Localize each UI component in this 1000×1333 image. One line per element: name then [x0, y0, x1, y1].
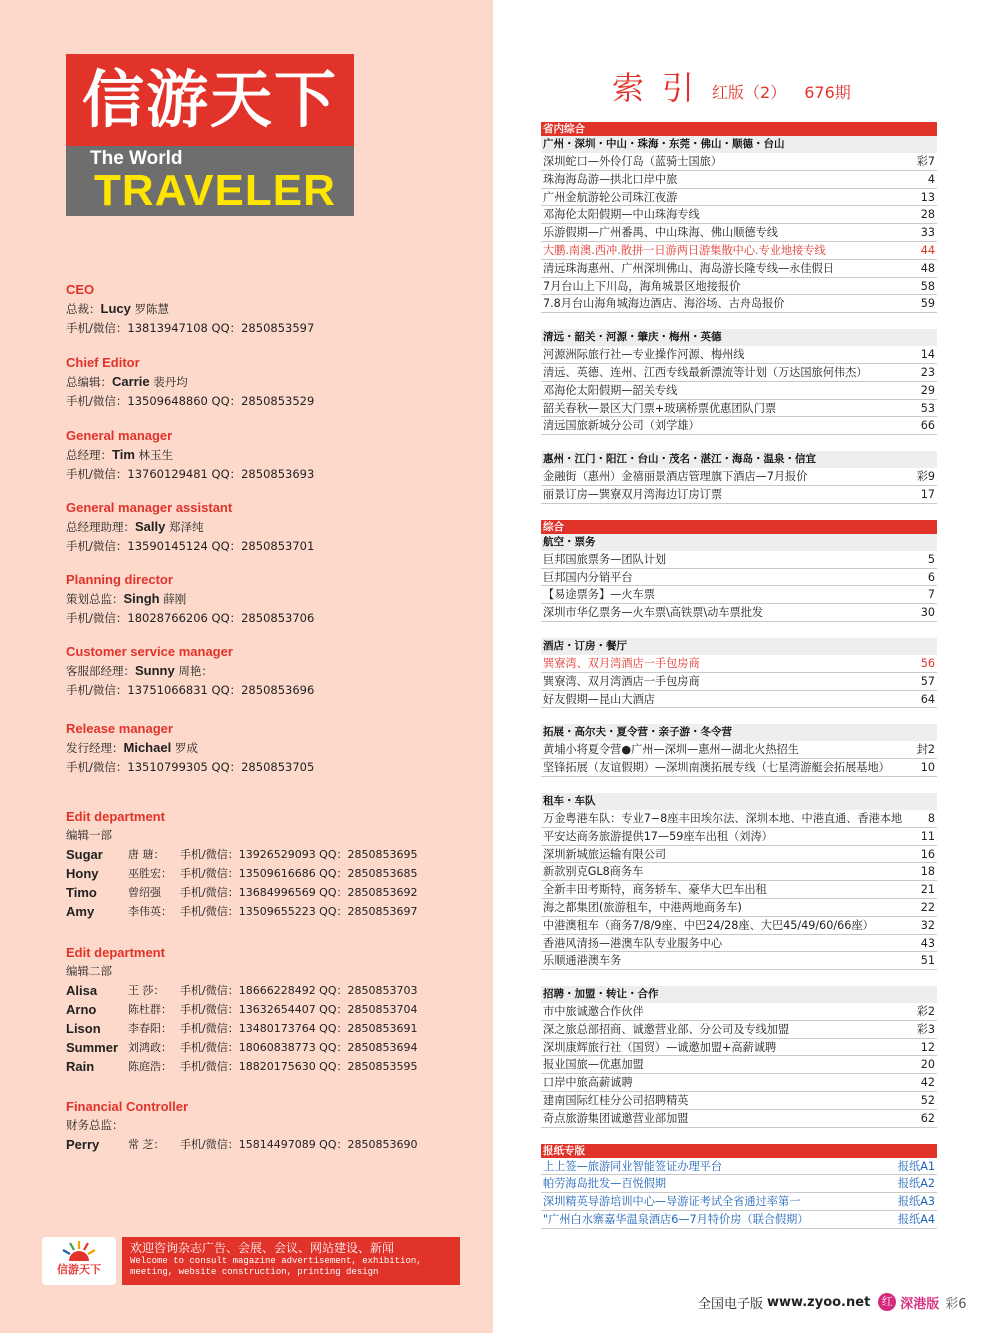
index-entry-page: 59: [920, 297, 935, 311]
index-gap: [541, 777, 937, 793]
index-entry-title: 口岸中旅高薪诚聘: [543, 1076, 633, 1090]
index-entry-page: 报纸A2: [897, 1177, 935, 1191]
index-row[interactable]: [541, 691, 937, 709]
staff-name-line: 总经理助理：Sally 郑泽纯: [66, 519, 204, 534]
index-row[interactable]: [541, 364, 937, 382]
index-entry-page: 彩2: [916, 1005, 935, 1019]
index-entry-page: 52: [920, 1094, 935, 1108]
index-entry-title: 建南国际红桂分公司招聘精英: [543, 1094, 689, 1108]
index-row[interactable]: [541, 935, 937, 953]
index-row[interactable]: [541, 1158, 937, 1176]
index-entry-title: 深圳蛇口—外伶仃岛（蓝骑士国旅）: [543, 155, 723, 168]
index-entry-title: 大鹏.南澳.西冲.散拼一日游两日游集散中心.专业地接专线: [543, 243, 826, 257]
index-row[interactable]: [541, 586, 937, 604]
index-entry-title: 深圳康辉旅行社（国贸）—诚邀加盟+高薪诚聘: [543, 1040, 777, 1054]
index-entry-title: 平安达商务旅游提供17—59座车出租（刘涛）: [543, 829, 773, 843]
staff-name-line: 发行经理：Michael 罗成: [66, 740, 198, 755]
staff-role: CEO: [66, 282, 95, 297]
staff-contact: 手机/微信：13509648860 QQ：2850853529: [66, 394, 315, 408]
index-row[interactable]: [541, 828, 937, 846]
index-section: 招聘・加盟・转让・合作: [541, 986, 937, 1003]
index-entry-page: 12: [920, 1040, 935, 1054]
index-row[interactable]: [541, 569, 937, 587]
staff-contact: 手机/微信：13813947108 QQ：2850853597: [66, 321, 315, 335]
staff-role: Chief Editor: [66, 355, 140, 370]
index-entry-title: 丽景订房—巽寮双月湾海边订房订票: [543, 487, 723, 501]
dept-sub: 财务总监：: [66, 1118, 124, 1132]
edit-department-1: [66, 808, 486, 921]
index-row[interactable]: [541, 1021, 937, 1039]
member-row: Summer 刘鸿政： 手机/微信：18060838773 QQ：2850853694: [66, 1040, 418, 1055]
index-gap: [541, 708, 937, 724]
edition-badge: 红: [878, 1293, 896, 1311]
index-entry-page: 5: [927, 552, 935, 566]
index-row[interactable]: [541, 295, 937, 313]
index-entry-title: 帕劳海岛批发—百悦假期: [543, 1177, 667, 1191]
index-entry-page: 18: [920, 865, 935, 879]
index-row[interactable]: [541, 400, 937, 418]
index-entry-title: 深圳市华亿票务—火车票\高铁票\动车票批发: [543, 606, 764, 620]
staff-ceo: [66, 281, 486, 338]
index-entry-page: 21: [920, 883, 935, 897]
index-entry-title: 好友假期—昆山大酒店: [543, 692, 655, 706]
dept-sub: 编辑二部: [66, 964, 112, 978]
index-entry-page: 16: [920, 847, 935, 861]
index-entry-page: 报纸A3: [897, 1195, 935, 1209]
edition-label: 全国电子版: [698, 1296, 764, 1312]
staff-name-line: 总编辑：Carrie 裴丹均: [66, 374, 188, 389]
index-section: 租车・车队: [541, 793, 937, 810]
index-entry-title: 市中旅诚邀合作伙伴: [543, 1005, 644, 1019]
index-edition: 红版（2） 676期: [712, 83, 851, 102]
index-title: [612, 64, 851, 108]
staff-name-line: 总裁：Lucy 罗陈慧: [66, 301, 169, 316]
index-row[interactable]: [541, 189, 937, 207]
index-row[interactable]: [541, 1211, 937, 1229]
member-row: Amy 李伟英： 手机/微信：13509655223 QQ：2850853697: [66, 904, 418, 919]
index-entry-page: 彩7: [916, 155, 935, 168]
index-gap: [541, 622, 937, 638]
index-entry-title: 7.8月台山海角城海边酒店、海浴场、古舟岛报价: [543, 297, 785, 311]
member-row: Hony 巫胜宏： 手机/微信：13509616686 QQ：2850853685: [66, 866, 418, 881]
index-entry-page: 33: [920, 226, 935, 240]
index-row[interactable]: [541, 952, 937, 970]
dept-sub: 编辑一部: [66, 828, 112, 842]
index-entry-page: 43: [920, 936, 935, 950]
index-row[interactable]: [541, 1074, 937, 1092]
index-entry-title: 深圳新城旅运输有限公司: [543, 847, 667, 861]
logo-sub2: TRAVELER: [94, 166, 336, 215]
index-entry-title: 巨邦国旅票务—团队计划: [543, 552, 667, 566]
index-row[interactable]: [541, 551, 937, 569]
footer-text-zh: 欢迎咨询杂志广告、会展、会议、网站建设、新闻: [130, 1241, 395, 1255]
member-row: Alisa 王 莎： 手机/微信：18666228492 QQ：2850853703: [66, 983, 418, 998]
index-entry-page: 64: [920, 692, 935, 706]
member-row: Sugar 唐 瑭： 手机/微信：13926529093 QQ：2850853695: [66, 847, 418, 862]
index-entry-page: 7: [927, 588, 935, 602]
staff-role: General manager assistant: [66, 500, 233, 515]
index-entry-title: 清远、英德、连州、江西专线最新漂流等计划（万达国旅何伟杰）: [543, 365, 868, 379]
index-row[interactable]: [541, 1110, 937, 1128]
index-row[interactable]: [541, 206, 937, 224]
index-entry-title: 奇点旅游集团诚邀营业部加盟: [543, 1111, 689, 1125]
index-entry-page: 6: [927, 570, 935, 584]
member-row: Perry 常 芝： 手机/微信：15814497089 QQ：2850853690: [66, 1137, 418, 1152]
index-entry-page: 53: [920, 401, 935, 415]
index-entry-page: 32: [920, 918, 935, 932]
index-gap: [541, 313, 937, 329]
index-entry-page: 22: [920, 900, 935, 914]
index-entry-page: 4: [927, 172, 935, 186]
staff-customer-service: [66, 643, 486, 700]
index-entry-title: 深之旅总部招商、诚邀营业部、分公司及专线加盟: [543, 1022, 790, 1036]
magazine-logo-subtitle-block: [66, 146, 354, 216]
index-entry-page: 57: [920, 674, 935, 688]
index-section: 清远・韶关・河源・肇庆・梅州・英德: [541, 329, 937, 346]
index-gap: [541, 504, 937, 520]
financial-controller: [66, 1098, 486, 1154]
index-entry-page: 14: [920, 348, 935, 362]
index-entry-title: 深圳精英导游培训中心—导游证考试全省通过率第一: [543, 1195, 801, 1209]
index-entry-title: "广州白水寨嘉华温泉酒店6—7月特价房（联合假期）: [543, 1213, 809, 1227]
index-section: 航空・票务: [541, 534, 937, 551]
index-category: 综合: [541, 520, 937, 534]
index-title-text: 索引: [612, 69, 713, 107]
staff-role: Release manager: [66, 721, 173, 736]
index-row[interactable]: [541, 382, 937, 400]
index-entry-title: 清远珠海惠州、广州深圳佛山、海岛游长隆专线—永佳假日: [543, 261, 834, 275]
dept-role: Edit department: [66, 945, 165, 960]
index-gap: [541, 435, 937, 451]
index-row[interactable]: [541, 1003, 937, 1021]
index-row[interactable]: [541, 242, 937, 260]
staff-gm-assistant: [66, 499, 486, 556]
index-entry-title: 中港澳租车（商务7/8/9座、中巴24/28座、大巴45/49/60/66座）: [543, 918, 874, 932]
index-section: 拓展・高尔夫・夏令营・亲子游・冬令营: [541, 724, 937, 741]
member-row: Arno 陈杜群： 手机/微信：13632654407 QQ：2850853704: [66, 1002, 418, 1017]
edit-department-2: [66, 944, 486, 1076]
index-entry-title: 坚锋拓展（友谊假期）—深圳南澳拓展专线（七星湾游艇会拓展基地）: [543, 761, 890, 775]
index-section: 酒店・订房・餐厅: [541, 638, 937, 655]
member-row: Rain 陈庭浩： 手机/微信：18820175630 QQ：2850853595: [66, 1059, 418, 1074]
index-entry-page: 42: [920, 1076, 935, 1090]
index-category: 报纸专版: [541, 1144, 937, 1158]
staff-planning-director: [66, 571, 486, 628]
member-row: Timo 曾绍强 手机/微信：13684996569 QQ：2850853692: [66, 885, 418, 900]
page-number: 彩6: [945, 1296, 967, 1312]
staff-chief-editor: [66, 354, 486, 411]
member-row: Lison 李春阳： 手机/微信：13480173764 QQ：2850853691: [66, 1021, 418, 1036]
index-entry-title: 乐顺通港澳车务: [543, 954, 622, 968]
index-entry-title: 广州金航游轮公司珠江夜游: [543, 190, 678, 204]
index-row[interactable]: [541, 1039, 937, 1057]
staff-role: Customer service manager: [66, 644, 233, 659]
index-entry-title: 韶关春秋—景区大门票+玻璃桥票优惠团队门票: [543, 401, 777, 415]
index-row[interactable]: [541, 260, 937, 278]
index-entry-page: 66: [920, 419, 935, 433]
index-list: [541, 122, 937, 1229]
index-row[interactable]: [541, 863, 937, 881]
index-category: 省内综合: [541, 122, 937, 136]
index-row[interactable]: [541, 278, 937, 296]
dept-role: Financial Controller: [66, 1099, 189, 1114]
index-entry-page: 封2: [916, 743, 935, 757]
index-row[interactable]: [541, 1056, 937, 1074]
staff-role: Planning director: [66, 572, 173, 587]
index-entry-title: 香港风清扬—港澳车队专业服务中心: [543, 936, 723, 950]
index-entry-title: 海之都集团(旅游租车，中港两地商务车): [543, 900, 742, 914]
index-row[interactable]: [541, 673, 937, 691]
logo-sub1: The World: [90, 148, 183, 169]
index-entry-page: 17: [920, 487, 935, 501]
index-row[interactable]: [541, 917, 937, 935]
index-entry-title: 邓海伦太阳假期—中山珠海专线: [543, 208, 700, 222]
staff-contact: 手机/微信：18028766206 QQ：2850853706: [66, 611, 315, 625]
website-url[interactable]: www.zyoo.net: [767, 1294, 871, 1310]
edition-name: 深港版: [900, 1296, 940, 1312]
index-entry-page: 10: [920, 761, 935, 775]
index-entry-page: 51: [920, 954, 935, 968]
index-entry-title: 报业国旅—优惠加盟: [543, 1058, 644, 1072]
index-entry-page: 报纸A4: [897, 1213, 935, 1227]
index-entry-title: 巽寮湾、双月湾酒店一手包房商: [543, 674, 700, 688]
index-row[interactable]: [541, 759, 937, 777]
index-entry-title: 万金粤港车队：专业7−8座丰田埃尔法、深圳本地、中港直通、香港本地: [543, 811, 903, 825]
index-row[interactable]: [541, 417, 937, 435]
sun-logo-icon: [62, 1241, 96, 1261]
index-entry-title: 巽寮湾、双月湾酒店一手包房商: [543, 656, 700, 670]
index-entry-title: 黄埔小将夏令营●广州—深圳—惠州—湖北火热招生: [543, 743, 799, 757]
index-entry-title: 清远国旅新城分公司（刘学雄）: [543, 419, 700, 433]
index-entry-title: 7月台山上下川岛，海角城景区地接报价: [543, 279, 741, 293]
index-row[interactable]: [541, 468, 937, 486]
staff-contact: 手机/微信：13510799305 QQ：2850853705: [66, 760, 315, 774]
staff-name-line: 策划总监：Singh 薛刚: [66, 591, 187, 606]
index-entry-page: 56: [920, 656, 935, 670]
index-entry-title: 乐游假期—广州番禺、中山珠海、佛山顺德专线: [543, 226, 778, 240]
magazine-logo-title: 信游天下: [66, 54, 354, 146]
staff-name-line: 总经理：Tim 林玉生: [66, 447, 174, 462]
staff-contact: 手机/微信：13751066831 QQ：2850853696: [66, 683, 315, 697]
index-entry-page: 62: [920, 1111, 935, 1125]
index-row[interactable]: [541, 881, 937, 899]
index-entry-page: 58: [920, 279, 935, 293]
index-row[interactable]: [541, 846, 937, 864]
index-entry-title: 新款别克GL8商务车: [543, 865, 644, 879]
staff-contact: 手机/微信：13760129481 QQ：2850853693: [66, 467, 315, 481]
index-entry-title: 巨邦国内分销平台: [543, 570, 633, 584]
index-row[interactable]: [541, 1175, 937, 1193]
index-entry-page: 彩9: [916, 470, 935, 484]
footer-logo: [42, 1237, 116, 1285]
index-entry-page: 30: [920, 606, 935, 620]
index-row[interactable]: [541, 171, 937, 189]
index-row[interactable]: [541, 810, 937, 828]
index-entry-page: 29: [920, 383, 935, 397]
staff-role: General manager: [66, 428, 173, 443]
staff-release-manager: [66, 720, 486, 777]
index-entry-page: 彩3: [916, 1022, 935, 1036]
index-entry-page: 20: [920, 1058, 935, 1072]
index-entry-title: 金融街（惠州）金禧丽景酒店管理旗下酒店—7月报价: [543, 470, 808, 484]
index-row[interactable]: [541, 346, 937, 364]
index-row[interactable]: [541, 604, 937, 622]
index-row[interactable]: [541, 1193, 937, 1211]
index-entry-page: 23: [920, 365, 935, 379]
footer-text-en-1: Welcome to consult magazine advertisement, exhibition,: [130, 1256, 422, 1266]
index-entry-page: 报纸A1: [897, 1159, 935, 1173]
index-entry-page: 13: [920, 190, 935, 204]
index-row[interactable]: [541, 224, 937, 242]
footer-logo-text: 信游天下: [57, 1263, 101, 1276]
index-row[interactable]: [541, 153, 937, 171]
index-entry-page: 11: [920, 829, 935, 843]
index-entry-title: 上上签—旅游同业智能签证办理平台: [543, 1159, 723, 1173]
index-row[interactable]: [541, 741, 937, 759]
index-entry-page: 8: [927, 811, 935, 825]
index-row[interactable]: [541, 899, 937, 917]
index-gap: [541, 970, 937, 986]
index-entry-title: 河源洲际旅行社—专业操作河源、梅州线: [543, 348, 745, 362]
bottom-line: [698, 1290, 998, 1314]
footer-text-en-2: meeting, website construction, printing design: [130, 1267, 379, 1277]
staff-name-line: 客服部经理：Sunny 周艳：: [66, 663, 213, 678]
footer-banner: [122, 1237, 460, 1285]
staff-general-manager: [66, 427, 486, 484]
index-section: 广州・深圳・中山・珠海・东莞・佛山・顺德・台山: [541, 136, 937, 153]
index-row[interactable]: [541, 486, 937, 504]
index-section: 惠州・江门・阳江・台山・茂名・湛江・海岛・温泉・信宜: [541, 451, 937, 468]
index-row[interactable]: [541, 1092, 937, 1110]
index-entry-title: 全新丰田考斯特，商务轿车、豪华大巴车出租: [543, 883, 767, 897]
index-row[interactable]: [541, 655, 937, 673]
staff-contact: 手机/微信：13590145124 QQ：2850853701: [66, 539, 315, 553]
dept-role: Edit department: [66, 809, 165, 824]
index-entry-page: 28: [920, 208, 935, 222]
index-entry-title: 【易途票务】—火车票: [543, 588, 655, 602]
index-entry-page: 44: [920, 243, 935, 257]
index-entry-page: 48: [920, 261, 935, 275]
index-gap: [541, 1128, 937, 1144]
index-entry-title: 邓海伦太阳假期—韶关专线: [543, 383, 678, 397]
index-entry-title: 珠海海岛游—拱北口岸中旅: [543, 172, 678, 186]
